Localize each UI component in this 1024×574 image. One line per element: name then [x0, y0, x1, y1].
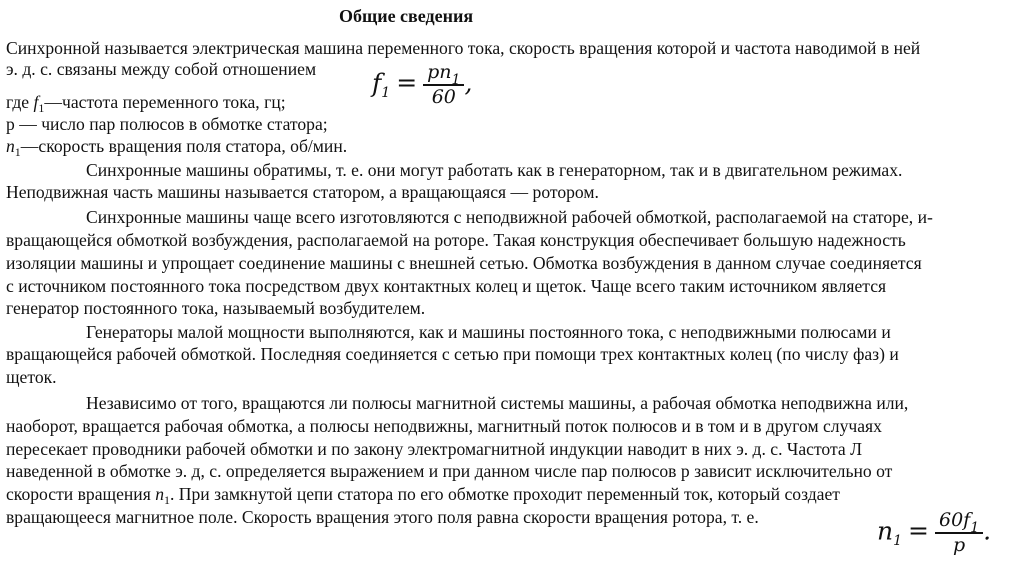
text-line: с источником постоянного тока посредством двух контактных колец и щеток. Чаще всего таким источником является	[6, 276, 887, 296]
formula-trail: ,	[464, 68, 473, 98]
text-line: Синхронной называется электрическая машина переменного тока, скорость вращения которой и частота наводимой в ней	[6, 38, 921, 58]
formula-fraction	[423, 62, 464, 108]
formula-fraction	[935, 510, 983, 556]
subscript: 1	[164, 493, 170, 507]
symbol-f: f	[33, 92, 39, 112]
formula-trail: .	[983, 516, 992, 546]
text-line: э. д. с. связаны между собой отношением	[6, 59, 317, 79]
formula-equals: =	[908, 516, 929, 546]
formula-subscript: 1	[893, 533, 903, 550]
text-line: пересекает проводники рабочей обмотки и по закону электромагнитной индукции наводит в них э. д. с. Частота Л	[6, 439, 863, 459]
text-fragment: где	[6, 92, 34, 112]
text-line	[6, 484, 840, 507]
text-line: вращающееся магнитное поле. Скорость вращения этого поля равна скорости вращения ротора, т. е.	[6, 507, 759, 527]
text-line: Независимо от того, вращаются ли полюсы магнитной системы машины, а рабочая обмотка неподвижна или,	[86, 393, 909, 413]
text-line: Синхронные машины обратимы, т. е. они могут работать как в генераторном, так и в двигательном режимах.	[86, 160, 903, 180]
formula-speed	[877, 510, 991, 556]
text-line: наоборот, вращается рабочая обмотка, а полюсы неподвижны, магнитный поток полюсов и в том и в другом случаях	[6, 416, 882, 436]
symbol-n: n	[6, 136, 15, 156]
text-line: вращающейся рабочей обмоткой. Последняя соединяется с сетью при помощи трех контактных колец (по числу фаз) и	[6, 344, 899, 364]
formula-subscript: 1	[381, 85, 391, 102]
text-fragment: —скорость вращения поля статора, об/мин.	[20, 136, 348, 156]
formula-numerator: $pn_1$	[423, 62, 464, 86]
text-line: генератор постоянного тока, называемый возбудителем.	[6, 298, 426, 318]
text-line: наведенной в обмотке э. д, с. определяется выражением и при данном числе пар полюсов р зависит исключительно от	[6, 461, 893, 481]
formula-frequency	[372, 62, 472, 108]
text-line: Генераторы малой мощности выполняются, как и машины постоянного тока, с неподвижными полюсами и	[86, 322, 891, 342]
text-line: Синхронные машины чаще всего изготовляются с неподвижной рабочей обмоткой, располагаемой на статоре, и-	[86, 207, 933, 227]
symbol-n: n	[155, 484, 164, 504]
text-line: изоляции машины и упрощает соединение машины с внешней сетью. Обмотка возбуждения в данном случае соединяется	[6, 253, 922, 273]
formula-numerator: $60f_1$	[935, 510, 983, 534]
text-fragment: —частота переменного тока, гц;	[44, 92, 286, 112]
subscript: 1	[38, 101, 45, 115]
text-line: вращающейся обмоткой возбуждения, располагаемой на роторе. Такая конструкция обеспечивает большую надежность	[6, 230, 906, 250]
formula-equals: =	[396, 68, 418, 98]
text-line: Неподвижная часть машины называется статором, а вращающаяся — ротором.	[6, 182, 599, 202]
text-line	[6, 136, 347, 159]
formula-lhs: f	[372, 68, 382, 98]
formula-denominator: 60	[431, 85, 456, 108]
subscript: 1	[14, 145, 21, 159]
text-line: щеток.	[6, 367, 57, 387]
text-fragment: . При замкнутой цепи статора по его обмотке проходит переменный ток, который создает	[170, 484, 840, 504]
page-title: Общие сведения	[339, 6, 474, 26]
text-line	[6, 92, 286, 115]
formula-denominator: p	[952, 533, 966, 556]
formula-lhs: n	[877, 516, 894, 546]
text-fragment: скорости вращения	[6, 484, 156, 504]
text-line: р — число пар полюсов в обмотке статора;	[6, 114, 328, 134]
